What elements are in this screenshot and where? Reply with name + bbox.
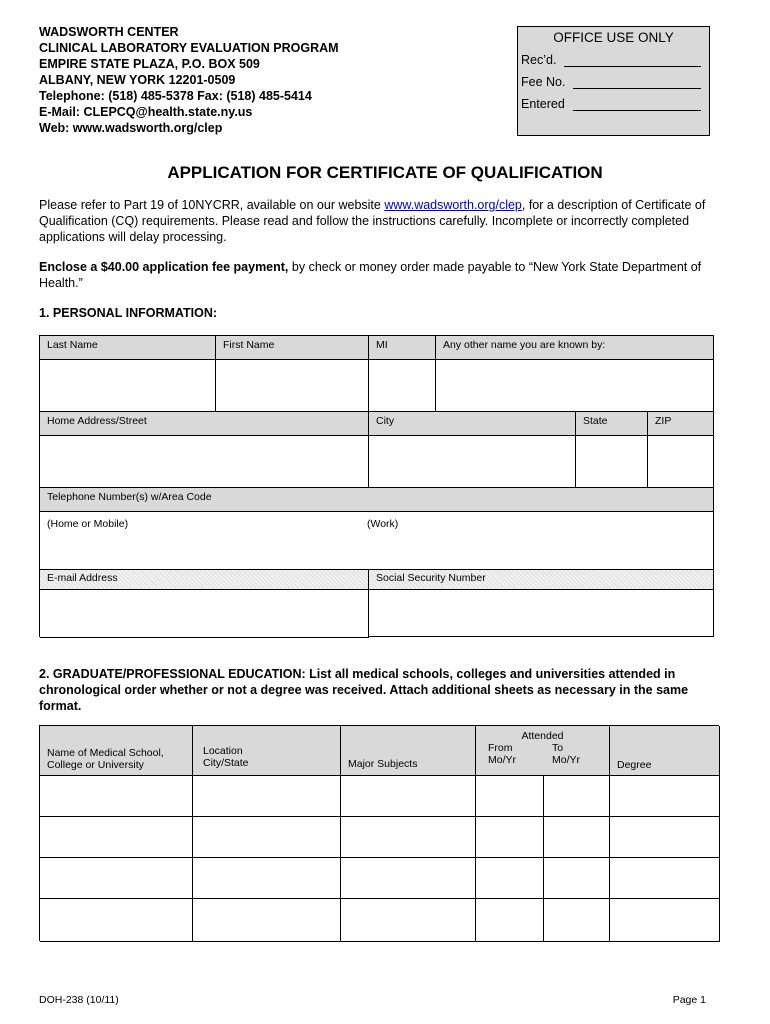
location-field[interactable] [193, 899, 341, 942]
fee-label: Fee No. [521, 75, 566, 89]
from-mo-yr: Mo/Yr [488, 754, 517, 766]
zip-label: ZIP [648, 412, 714, 436]
from-field[interactable] [476, 776, 544, 817]
attended-subheaders [476, 742, 609, 754]
major-header-text: Major Subjects [348, 758, 418, 770]
fee-row [521, 73, 701, 89]
home-phone-label: (Home or Mobile) [47, 518, 129, 530]
recd-row [521, 51, 701, 67]
intro-text-rest: , for a description of Certificate of Qualification (CQ) requirements. Please read and follow the instructions carefully. Incomplete or incorrectly completed applications will delay processing. [39, 198, 706, 244]
office-use-box [517, 26, 710, 136]
address-line: ALBANY, NEW YORK 12201-0509 [39, 73, 236, 87]
last-name-field[interactable] [40, 360, 216, 412]
email-label: E-mail Address [40, 570, 369, 590]
telephone-label: Telephone Number(s) w/Area Code [40, 488, 714, 512]
to-field[interactable] [544, 858, 610, 899]
major-field[interactable] [341, 858, 476, 899]
entered-label: Entered [521, 97, 565, 111]
intro-paragraph [39, 197, 719, 245]
attended-header-text: Attended [521, 730, 564, 742]
degree-header-text: Degree [617, 759, 652, 771]
school-column-header [40, 726, 193, 776]
fee-paragraph [39, 259, 719, 291]
form-number: DOH-238 (10/11) [39, 994, 119, 1006]
mi-label: MI [369, 336, 436, 360]
address-label: Home Address/Street [40, 412, 369, 436]
fee-field[interactable] [573, 77, 701, 89]
section-1-heading: 1. PERSONAL INFORMATION: [39, 306, 218, 320]
degree-field[interactable] [610, 776, 720, 817]
degree-field[interactable] [610, 899, 720, 942]
zip-field[interactable] [648, 436, 714, 488]
city-field[interactable] [369, 436, 576, 488]
location-column-header [193, 726, 341, 776]
page-title: APPLICATION FOR CERTIFICATE OF QUALIFICATION [167, 163, 603, 182]
entered-row [521, 95, 701, 111]
fee-text: by check or money order made payable to “New York State Department of Health.” [39, 260, 702, 290]
address-line: E-Mail: CLEPCQ@health.state.ny.us [39, 105, 253, 119]
school-field[interactable] [40, 899, 193, 942]
first-name-label: First Name [216, 336, 369, 360]
recd-field[interactable] [564, 55, 701, 67]
location-field[interactable] [193, 858, 341, 899]
state-field[interactable] [576, 436, 648, 488]
address-field[interactable] [40, 436, 369, 488]
home-phone-field[interactable] [47, 532, 357, 564]
to-field[interactable] [544, 817, 610, 858]
address-line: Telephone: (518) 485-5378 Fax: (518) 485-5414 [39, 89, 312, 103]
to-header: To [552, 742, 564, 754]
entered-field[interactable] [573, 99, 701, 111]
address-line: Web: www.wadsworth.org/clep [39, 121, 223, 135]
other-name-field[interactable] [436, 360, 714, 412]
degree-field[interactable] [610, 858, 720, 899]
address-line: CLINICAL LABORATORY EVALUATION PROGRAM [39, 41, 339, 55]
work-phone-label: (Work) [367, 518, 399, 530]
location-field[interactable] [193, 817, 341, 858]
school-field[interactable] [40, 776, 193, 817]
to-field[interactable] [544, 899, 610, 942]
office-use-title: OFFICE USE ONLY [553, 30, 674, 45]
agency-address [39, 24, 339, 136]
to-mo-yr: Mo/Yr [552, 754, 581, 766]
page-number: Page 1 [672, 994, 706, 1006]
address-line: WADSWORTH CENTER [39, 25, 179, 39]
location-header-line-2: City/State [203, 757, 249, 769]
school-header-line-1: Name of Medical School, [47, 747, 164, 759]
major-column-header [341, 726, 476, 776]
from-field[interactable] [476, 858, 544, 899]
attended-column-header [476, 726, 610, 776]
major-field[interactable] [341, 899, 476, 942]
ssn-field[interactable] [369, 590, 714, 637]
ssn-label: Social Security Number [369, 570, 714, 590]
degree-field[interactable] [610, 817, 720, 858]
from-header: From [488, 742, 513, 754]
school-header-line-2: College or University [47, 759, 144, 771]
major-field[interactable] [341, 776, 476, 817]
work-phone-field[interactable] [367, 532, 707, 564]
fee-bold-text: Enclose a $40.00 application fee payment, [39, 260, 289, 274]
first-name-field[interactable] [216, 360, 369, 412]
location-header-line-1: Location [203, 745, 243, 757]
major-field[interactable] [341, 817, 476, 858]
last-name-label: Last Name [40, 336, 216, 360]
school-field[interactable] [40, 817, 193, 858]
attended-mo-yr [476, 754, 609, 766]
from-field[interactable] [476, 899, 544, 942]
school-field[interactable] [40, 858, 193, 899]
section-2-heading: 2. GRADUATE/PROFESSIONAL EDUCATION: List all medical schools, colleges and universities attended in chronological order whether or not a degree was received. Attach additional sheets as necessary in the same format. [39, 667, 689, 713]
mi-field[interactable] [369, 360, 436, 412]
other-name-label: Any other name you are known by: [436, 336, 714, 360]
from-field[interactable] [476, 817, 544, 858]
email-field[interactable] [40, 590, 369, 638]
website-link[interactable]: www.wadsworth.org/clep [384, 198, 522, 212]
to-field[interactable] [544, 776, 610, 817]
intro-text: Please refer to Part 19 of 10NYCRR, available on our website [39, 198, 385, 212]
city-label: City [369, 412, 576, 436]
telephone-row [40, 512, 714, 570]
degree-column-header [610, 726, 720, 776]
state-label: State [576, 412, 648, 436]
address-line: EMPIRE STATE PLAZA, P.O. BOX 509 [39, 57, 260, 71]
education-table [39, 725, 719, 941]
personal-info-table [39, 335, 714, 637]
location-field[interactable] [193, 776, 341, 817]
recd-label: Rec’d. [521, 53, 557, 67]
